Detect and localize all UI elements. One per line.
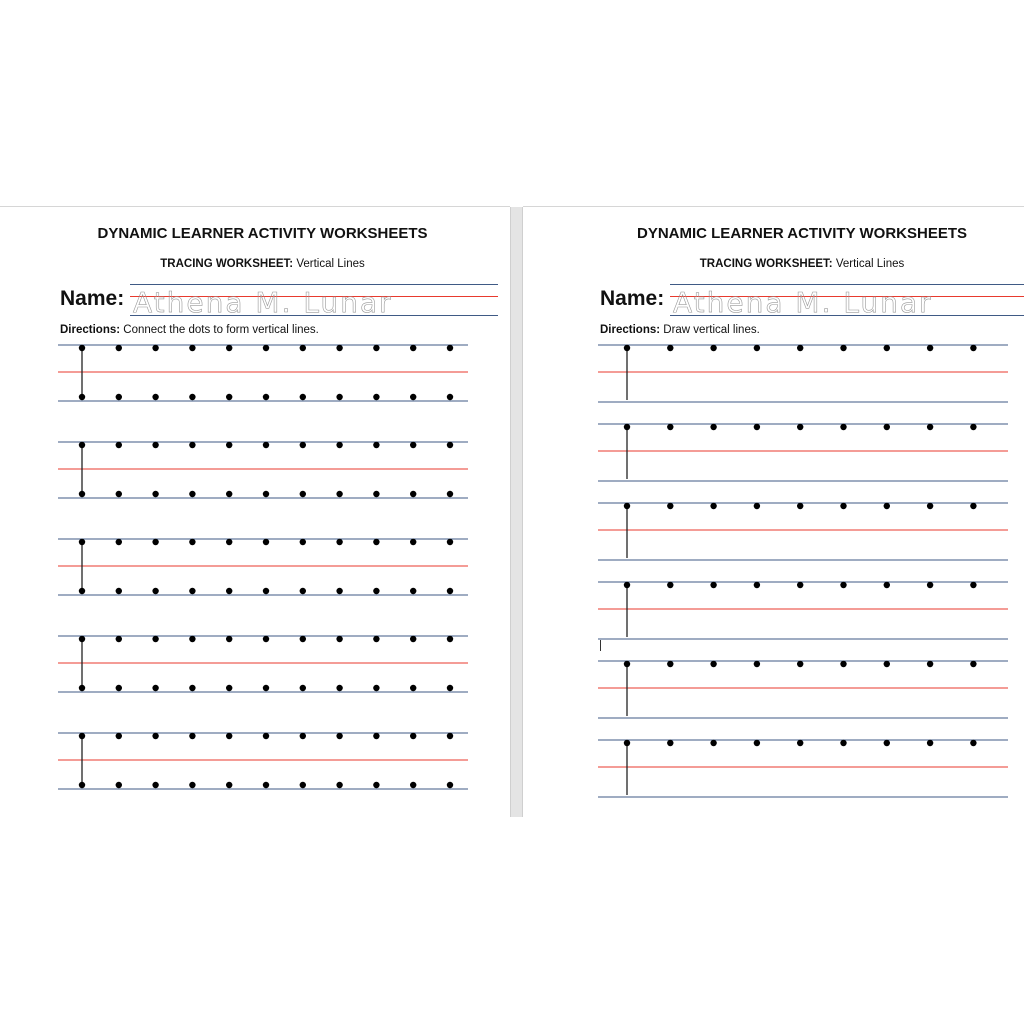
trace-dot: [884, 740, 890, 746]
trace-dot: [263, 442, 269, 448]
trace-dot: [447, 636, 453, 642]
trace-dot: [152, 733, 158, 739]
trace-dot: [263, 394, 269, 400]
trace-dot: [447, 733, 453, 739]
trace-dot: [336, 588, 342, 594]
trace-dot: [226, 782, 232, 788]
trace-dot: [840, 424, 846, 430]
trace-dot: [152, 782, 158, 788]
trace-dot: [410, 782, 416, 788]
trace-dot: [300, 733, 306, 739]
trace-dot: [152, 539, 158, 545]
trace-dot: [884, 345, 890, 351]
trace-dot: [710, 503, 716, 509]
trace-dot: [226, 733, 232, 739]
trace-dot: [667, 661, 673, 667]
trace-dot: [840, 661, 846, 667]
trace-dot: [300, 636, 306, 642]
trace-dot: [373, 442, 379, 448]
worksheet-page-right: [523, 207, 1024, 817]
trace-dot: [152, 394, 158, 400]
trace-dot: [927, 345, 933, 351]
trace-dot: [336, 394, 342, 400]
trace-dot: [410, 345, 416, 351]
trace-dot: [884, 424, 890, 430]
trace-dot: [263, 685, 269, 691]
trace-dot: [754, 661, 760, 667]
trace-dot: [797, 424, 803, 430]
trace-dot: [797, 661, 803, 667]
trace-dot: [79, 491, 85, 497]
subtitle-label: TRACING WORKSHEET:: [160, 258, 294, 270]
trace-dot: [226, 394, 232, 400]
trace-dot: [152, 588, 158, 594]
trace-dot: [226, 345, 232, 351]
trace-dot: [710, 345, 716, 351]
trace-dot: [116, 345, 122, 351]
directions-text: Connect the dots to form vertical lines.: [123, 324, 319, 336]
trace-dot: [710, 740, 716, 746]
trace-dot: [189, 394, 195, 400]
name-label: Name:: [60, 287, 125, 310]
trace-dot: [667, 582, 673, 588]
trace-dot: [79, 636, 85, 642]
trace-dot: [152, 636, 158, 642]
subtitle-label: TRACING WORKSHEET:: [699, 258, 833, 270]
trace-dot: [116, 539, 122, 545]
trace-dot: [373, 394, 379, 400]
trace-dot: [754, 582, 760, 588]
trace-dot: [970, 503, 976, 509]
trace-dot: [189, 345, 195, 351]
trace-dot: [373, 636, 379, 642]
trace-dot: [624, 661, 630, 667]
trace-dot: [116, 636, 122, 642]
trace-dot: [336, 685, 342, 691]
trace-dot: [79, 394, 85, 400]
page-gutter: [510, 207, 523, 817]
trace-dot: [447, 539, 453, 545]
trace-dot: [226, 491, 232, 497]
trace-dot: [710, 582, 716, 588]
trace-dot: [152, 685, 158, 691]
trace-dot: [373, 539, 379, 545]
trace-dot: [884, 503, 890, 509]
trace-dot: [927, 503, 933, 509]
trace-dot: [300, 491, 306, 497]
trace-dot: [970, 424, 976, 430]
trace-dot: [189, 685, 195, 691]
tracing-rows-left[interactable]: [0, 207, 510, 817]
trace-dot: [754, 503, 760, 509]
trace-dot: [840, 345, 846, 351]
trace-dot: [116, 442, 122, 448]
trace-dot: [927, 661, 933, 667]
trace-dot: [300, 394, 306, 400]
trace-dot: [970, 661, 976, 667]
trace-dot: [447, 685, 453, 691]
trace-dot: [410, 539, 416, 545]
trace-dot: [624, 582, 630, 588]
trace-dot: [624, 424, 630, 430]
trace-dot: [226, 636, 232, 642]
trace-dot: [710, 661, 716, 667]
trace-dot: [667, 424, 673, 430]
trace-dot: [797, 503, 803, 509]
trace-dot: [927, 424, 933, 430]
trace-dot: [410, 636, 416, 642]
trace-dot: [189, 588, 195, 594]
trace-dot: [79, 685, 85, 691]
trace-dot: [336, 636, 342, 642]
trace-dot: [373, 345, 379, 351]
trace-dot: [189, 636, 195, 642]
trace-dot: [116, 782, 122, 788]
trace-dot: [840, 582, 846, 588]
trace-dot: [624, 503, 630, 509]
subtitle-text: Vertical Lines: [835, 258, 905, 270]
trace-dot: [970, 582, 976, 588]
trace-dot: [226, 588, 232, 594]
trace-dot: [79, 733, 85, 739]
trace-dot: [336, 345, 342, 351]
tracing-rows-right[interactable]: [523, 207, 1024, 817]
trace-dot: [970, 740, 976, 746]
trace-dot: [116, 733, 122, 739]
trace-dot: [447, 442, 453, 448]
trace-dot: [336, 442, 342, 448]
directions-label: Directions:: [600, 324, 661, 336]
trace-dot: [410, 733, 416, 739]
trace-dot: [410, 394, 416, 400]
trace-dot: [263, 733, 269, 739]
name-label: Name:: [600, 287, 665, 310]
trace-dot: [79, 345, 85, 351]
name-trace-text[interactable]: Athena M. Lunar: [673, 286, 933, 319]
trace-dot: [373, 733, 379, 739]
trace-dot: [336, 782, 342, 788]
trace-dot: [263, 345, 269, 351]
trace-dot: [447, 588, 453, 594]
trace-dot: [336, 539, 342, 545]
name-trace-text[interactable]: Athena M. Lunar: [133, 286, 393, 319]
trace-dot: [624, 345, 630, 351]
trace-dot: [79, 442, 85, 448]
trace-dot: [373, 685, 379, 691]
trace-dot: [754, 740, 760, 746]
trace-dot: [373, 782, 379, 788]
trace-dot: [410, 588, 416, 594]
trace-dot: [710, 424, 716, 430]
trace-dot: [263, 588, 269, 594]
trace-dot: [447, 345, 453, 351]
trace-dot: [300, 442, 306, 448]
trace-dot: [410, 685, 416, 691]
directions-label: Directions:: [60, 324, 121, 336]
trace-dot: [263, 491, 269, 497]
trace-dot: [189, 782, 195, 788]
trace-dot: [447, 394, 453, 400]
page-title: DYNAMIC LEARNER ACTIVITY WORKSHEETS: [97, 225, 428, 242]
trace-dot: [927, 582, 933, 588]
trace-dot: [152, 491, 158, 497]
trace-dot: [410, 491, 416, 497]
subtitle-text: Vertical Lines: [296, 258, 365, 270]
trace-dot: [754, 424, 760, 430]
trace-dot: [797, 740, 803, 746]
trace-dot: [79, 539, 85, 545]
trace-dot: [226, 685, 232, 691]
worksheet-page-left: [0, 207, 510, 817]
trace-dot: [300, 539, 306, 545]
trace-dot: [226, 539, 232, 545]
trace-dot: [152, 345, 158, 351]
trace-dot: [116, 394, 122, 400]
trace-dot: [226, 442, 232, 448]
trace-dot: [970, 345, 976, 351]
trace-dot: [797, 582, 803, 588]
trace-dot: [410, 442, 416, 448]
trace-dot: [263, 636, 269, 642]
trace-dot: [373, 588, 379, 594]
page-title: DYNAMIC LEARNER ACTIVITY WORKSHEETS: [636, 225, 967, 242]
trace-dot: [189, 442, 195, 448]
trace-dot: [152, 442, 158, 448]
trace-dot: [840, 503, 846, 509]
trace-dot: [263, 782, 269, 788]
directions-text: Draw vertical lines.: [663, 324, 760, 336]
trace-dot: [754, 345, 760, 351]
trace-dot: [447, 491, 453, 497]
trace-dot: [116, 491, 122, 497]
trace-dot: [797, 345, 803, 351]
trace-dot: [263, 539, 269, 545]
trace-dot: [79, 782, 85, 788]
trace-dot: [884, 661, 890, 667]
trace-dot: [667, 345, 673, 351]
trace-dot: [189, 539, 195, 545]
trace-dot: [667, 503, 673, 509]
trace-dot: [667, 740, 673, 746]
trace-dot: [300, 345, 306, 351]
text-cursor: [600, 640, 601, 651]
trace-dot: [189, 491, 195, 497]
trace-dot: [336, 491, 342, 497]
trace-dot: [79, 588, 85, 594]
trace-dot: [447, 782, 453, 788]
trace-dot: [927, 740, 933, 746]
trace-dot: [300, 588, 306, 594]
trace-dot: [189, 733, 195, 739]
trace-dot: [624, 740, 630, 746]
trace-dot: [373, 491, 379, 497]
trace-dot: [884, 582, 890, 588]
trace-dot: [116, 588, 122, 594]
trace-dot: [300, 782, 306, 788]
trace-dot: [336, 733, 342, 739]
trace-dot: [840, 740, 846, 746]
trace-dot: [300, 685, 306, 691]
trace-dot: [116, 685, 122, 691]
